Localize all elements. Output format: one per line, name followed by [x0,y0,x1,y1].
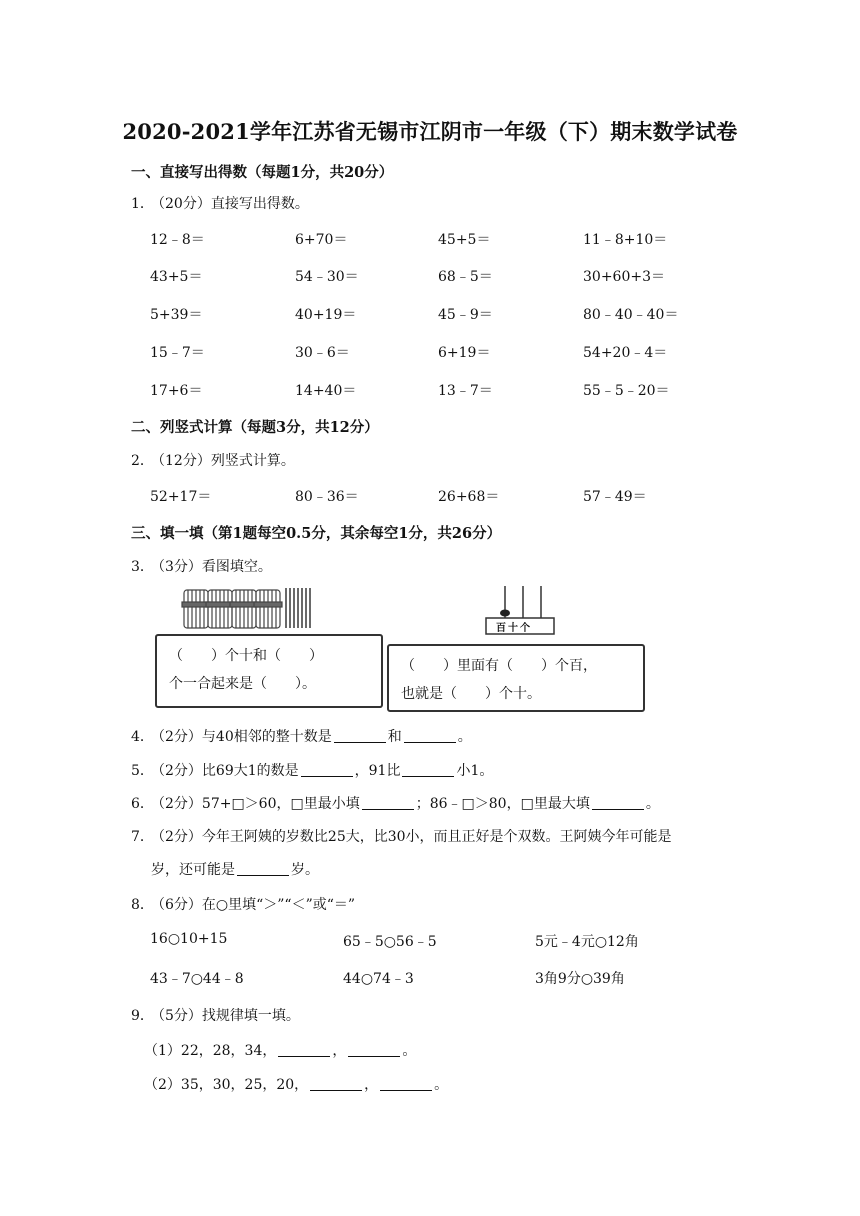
question-text: 。 [457,729,472,745]
answer-blank[interactable] [278,1042,330,1057]
calc-item: 30+60+3＝ [583,269,665,285]
abacus-label: 百十个 [496,623,532,634]
question-text: （1）22，28，34， [144,1043,277,1059]
answer-blank[interactable] [334,728,386,743]
pattern-line-2 [144,1074,448,1094]
question-number: 5． [131,763,154,779]
question-number: 1． [131,196,154,212]
pattern-line-1 [144,1040,416,1060]
compare-item: 16○10+15 [150,931,228,947]
fill-box-line: 个一合起来是（ ）。 [169,676,316,692]
question-number: 6． [131,796,154,812]
calc-row [150,342,710,362]
question-text: （5分）找规律填一填。 [151,1008,300,1024]
calc-item: 5+39＝ [150,307,203,323]
question-text: （2分）57+□＞60，□里最小填 [151,796,360,812]
question-text: 。 [402,1043,417,1059]
answer-blank[interactable] [301,762,353,777]
question-text: （6分）在○里填“＞”“＜”或“＝” [151,897,356,913]
compare-item: 44○74﹣3 [343,971,414,987]
question-text: ， [364,1077,379,1093]
question-text: （2分）今年王阿姨的岁数比25大，比30小，而且正好是个双数。王阿姨今年可能是 [151,829,672,845]
question-number: 7． [131,829,154,845]
question-number: 2． [131,453,154,469]
answer-blank[interactable] [402,762,454,777]
answer-blank[interactable] [380,1076,432,1091]
answer-blank[interactable] [362,795,414,810]
question-text: （2分）比69大1的数是 [151,763,299,779]
calc-item: 12﹣8＝ [150,232,205,248]
calc-item: 15﹣7＝ [150,345,205,361]
question-number: 8． [131,897,154,913]
question-4 [131,726,472,746]
calc-item: 30﹣6＝ [295,345,350,361]
calc-item: 52+17＝ [150,489,212,505]
answer-blank[interactable] [592,795,644,810]
question-9 [131,1005,300,1025]
fill-box-line: （ ）个十和（ ） [169,648,323,664]
compare-row [150,931,710,951]
question-number: 9． [131,1008,154,1024]
question-text: ， [332,1043,347,1059]
calc-item: 14+40＝ [295,383,357,399]
question-number: 3． [131,559,154,575]
fill-box-left [155,634,383,708]
calc-item: 11﹣8+10＝ [583,232,668,248]
question-text: 和 [387,729,402,745]
calc-item: 45﹣9＝ [438,307,493,323]
question-text: （2）35，30，25，20， [144,1077,309,1093]
calc-item: 17+6＝ [150,383,203,399]
question-6 [131,793,660,813]
compare-item: 5元﹣4元○12角 [535,934,639,950]
question-text: （20分）直接写出得数。 [151,196,309,212]
calc-row [150,304,710,324]
calc-item: 40+19＝ [295,307,357,323]
section-heading-2: 二、列竖式计算（每题3分，共12分） [131,419,379,436]
question-text: 小1。 [456,763,494,779]
compare-item: 65﹣5○56﹣5 [343,934,437,950]
question-8 [131,894,355,914]
question-text: ，91比 [354,763,401,779]
question-text: 。 [434,1077,449,1093]
question-text: （3分）看图填空。 [151,559,272,575]
answer-blank[interactable] [237,861,289,876]
question-text: 岁，还可能是 [151,862,235,878]
question-3 [131,556,272,576]
calc-item: 13﹣7＝ [438,383,493,399]
calc-item: 55﹣5﹣20＝ [583,383,670,399]
calc-item: 80﹣36＝ [295,489,359,505]
calc-item: 68﹣5＝ [438,269,493,285]
compare-row [150,968,710,988]
calc-row [150,380,710,400]
calc-item: 45+5＝ [438,232,491,248]
calc-item: 26+68＝ [438,489,500,505]
question-2 [131,450,295,470]
calc-item: 54﹣30＝ [295,269,359,285]
calc-item: 57﹣49＝ [583,489,647,505]
fill-box-line: （ ）里面有（ ）个百， [401,658,597,674]
calc-row [150,266,710,286]
question-1 [131,193,309,213]
calc-item: 54+20﹣4＝ [583,345,668,361]
answer-blank[interactable] [310,1076,362,1091]
section-heading-3: 三、填一填（第1题每空0.5分，其余每空1分，共26分） [131,525,502,542]
question-text: 。 [645,796,660,812]
section-heading-1: 一、直接写出得数（每题1分，共20分） [131,164,394,181]
question-number: 4． [131,729,154,745]
answer-blank[interactable] [404,728,456,743]
calc-item: 6+70＝ [295,232,348,248]
question-text: （2分）与40相邻的整十数是 [151,729,332,745]
bundle-icon [182,590,210,628]
question-5 [131,760,493,780]
answer-blank[interactable] [348,1042,400,1057]
calc-item: 43+5＝ [150,269,203,285]
question-7 [131,826,672,846]
fill-box-line: 也就是（ ）个十。 [401,686,541,702]
calc-item: 6+19＝ [438,345,491,361]
compare-item: 43﹣7○44﹣8 [150,971,244,987]
question-text: （12分）列竖式计算。 [151,453,295,469]
question-7-continued [151,859,319,879]
compare-item: 3角9分○39角 [535,971,625,987]
calc-row [150,486,710,506]
stick-bundles-image [170,584,330,632]
calc-item: 80﹣40﹣40＝ [583,307,679,323]
calc-row [150,229,710,249]
page-title: 2020-2021学年江苏省无锡市江阴市一年级（下）期末数学试卷 [122,119,738,144]
question-text: 岁。 [291,862,319,878]
fill-box-right [387,644,645,712]
question-text: ；86﹣□＞80，□里最大填 [415,796,590,812]
